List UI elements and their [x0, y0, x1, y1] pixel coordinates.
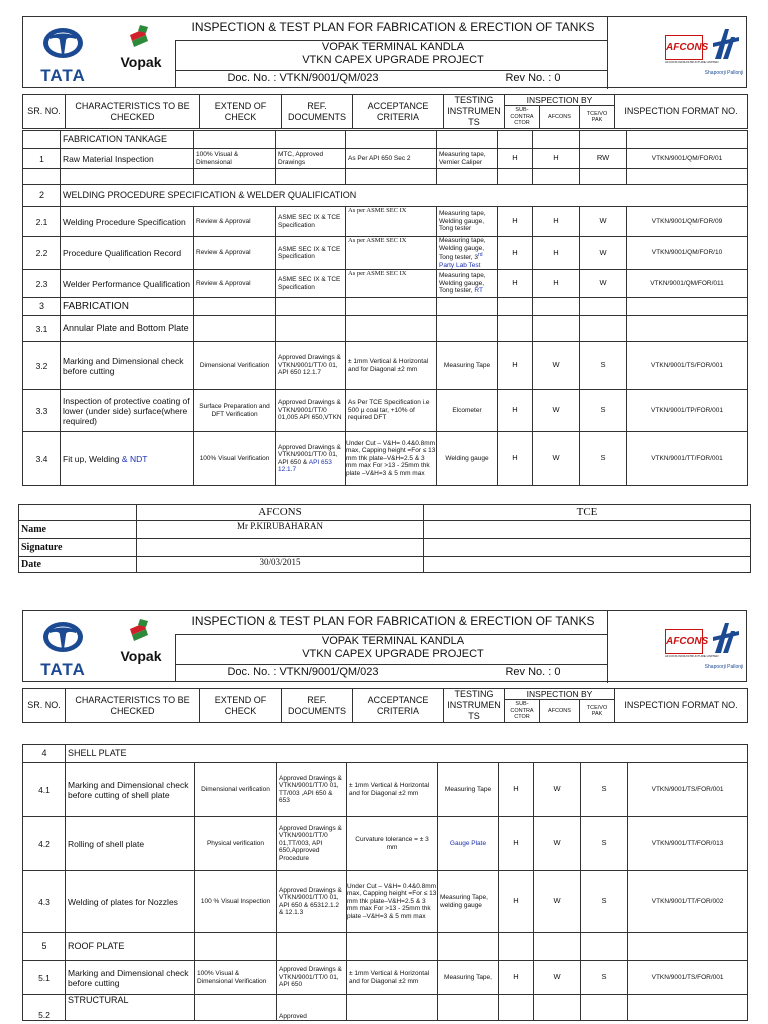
col-acceptance: ACCEPTANCE CRITERIA — [353, 689, 444, 723]
header-project: VTKN CAPEX UPGRADE PROJECT — [302, 54, 484, 66]
table-row: 5.1 Marking and Dimensional check before cutting 100% Visual & Dimensional Verification Approved Drawings & VTKN/9001/TT/0 01, API 650 ± 1mm Vertical & Horizontal and for Diagonal ±2 mm Measuring Tape, H W S VTKN/9001/TS/FOR/001 — [23, 961, 748, 995]
header-box — [22, 16, 747, 88]
vopak-wordmark: Vopak — [120, 54, 162, 70]
column-header-table — [22, 688, 748, 723]
table-row: 3.3 Inspection of protective coating of lower (under side) surface(where required) Surface Preparation and DFT Verification Approved Drawings & VTKN/9001/TT/0 01,005 API 650,VTKN As Per TCE Specification i.e 500 µ coal tar, +10% of required DFT Elcometer H W S VTKN/9001/TP/FOR/001 — [23, 390, 748, 432]
tce-date-field[interactable] — [424, 557, 751, 573]
vopak-logo — [111, 619, 171, 677]
col-testing: TESTING INSTRUMEN TS — [444, 689, 505, 723]
header-title: INSPECTION & TEST PLAN FOR FABRICATION & ERECTION OF TANKS — [191, 614, 595, 628]
section-row: 2 WELDING PROCEDURE SPECIFICATION & WELDER QUALIFICATION — [23, 185, 748, 207]
table-row: 2.2 Procedure Qualification Record Review & Approval ASME SEC IX & TCE Specification As per ASME SEC IX Measuring tape, Welding gauge, Tong tester, 3rd Party Lab Test H H W VTKN/9001/QM/FOR/10 — [23, 237, 748, 270]
afcons-subtext: AFCONS INFRASTRUCTURE LIMITED — [665, 654, 719, 658]
itp-table-page-1 — [22, 130, 748, 486]
section-title: FABRICATION TANKAGE — [61, 131, 194, 149]
col-format: INSPECTION FORMAT NO. — [615, 95, 748, 129]
table-row: 4.1 Marking and Dimensional check before cutting of shell plate Dimensional verification Approved Drawings & VTKN/9001/TT/0 01, TT/003 ,API 650 & 653 ± 1mm Vertical & Horizontal and for Diagonal ±2 mm Measuring Tape H W S VTKN/9001/TS/FOR/001 — [23, 763, 748, 817]
tata-logo — [33, 617, 93, 677]
header-box — [22, 610, 747, 682]
vopak-mark-icon — [126, 25, 156, 53]
header-project: VTKN CAPEX UPGRADE PROJECT — [302, 648, 484, 660]
table-row: 2.1 Welding Procedure Specification Review & Approval ASME SEC IX & TCE Specification As per ASME SEC IX Measuring tape, Welding gauge, Tong tester H H W VTKN/9001/QM/FOR/09 — [23, 207, 748, 237]
shapoorji-wordmark: Shapoorji Pallonji — [704, 664, 744, 670]
col-ref: REF. DOCUMENTS — [282, 95, 353, 129]
shapoorji-wordmark: Shapoorji Pallonji — [704, 70, 744, 76]
afcons-signature-field[interactable] — [137, 539, 424, 557]
table-row: 1 Raw Material Inspection 100% Visual & Dimensional MTC, Approved Drawings As Per API 650 Sec 2 Measuring tape, Vernier Caliper H H RW VTKN/9001/QM/FOR/01 — [23, 149, 748, 169]
col-ref: REF. DOCUMENTS — [282, 689, 353, 723]
table-row: 2.3 Welder Performance Qualification Review & Approval ASME SEC IX & TCE Specification As per ASME SEC IX Measuring tape, Welding gauge, Tong tester, RT H H W VTKN/9001/QM/FOR/011 — [23, 270, 748, 298]
section-title: FABRICATION — [61, 298, 194, 316]
signoff-tce: TCE — [424, 505, 751, 521]
signoff-afcons: AFCONS — [137, 505, 424, 521]
shapoorji-emblem-icon — [711, 621, 741, 659]
tata-emblem-icon — [33, 617, 93, 657]
tata-wordmark: TATA — [40, 66, 86, 85]
col-characteristics: CHARACTERISTICS TO BE CHECKED — [66, 689, 200, 723]
afcons-logo — [665, 629, 719, 669]
col-sr-no: SR. NO. — [23, 689, 66, 723]
col-sub: SUB-CONTRA CTOR — [505, 700, 540, 723]
col-extend: EXTEND OF CHECK — [200, 689, 282, 723]
afcons-wordmark: AFCONS — [665, 35, 703, 60]
header-terminal: VOPAK TERMINAL KANDLA — [321, 41, 465, 53]
afcons-wordmark: AFCONS — [665, 629, 703, 654]
table-row: 4.2 Rolling of shell plate Physical verification Approved Drawings & VTKN/9001/TT/0 01,TT/003, API 650,Approved Procedure Curvature tolerance = ± 3 mm Gauge Plate H W S VTKN/9001/TT/FOR/013 — [23, 817, 748, 871]
tata-logo — [33, 23, 93, 83]
doc-number: Doc. No. : VTKN/9001/QM/023 — [227, 666, 379, 678]
afcons-logo — [665, 35, 719, 75]
col-inspection-by: INSPECTION BY — [505, 689, 615, 700]
tce-signature-field[interactable] — [424, 539, 751, 557]
rev-number: Rev No. : 0 — [505, 72, 561, 84]
section-row: 5 ROOF PLATE — [23, 933, 748, 961]
table-row: 5.2 STRUCTURAL Approved — [23, 995, 748, 1021]
shapoorji-emblem-icon — [711, 27, 741, 65]
col-format: INSPECTION FORMAT NO. — [615, 689, 748, 723]
doc-number: Doc. No. : VTKN/9001/QM/023 — [227, 72, 379, 84]
itp-table-page-2 — [22, 744, 748, 1021]
col-extend: EXTEND OF CHECK — [200, 95, 282, 129]
shapoorji-logo — [704, 27, 745, 83]
table-row: 3.1 Annular Plate and Bottom Plate — [23, 316, 748, 342]
col-testing: TESTING INSTRUMEN TS — [444, 95, 505, 129]
col-characteristics: CHARACTERISTICS TO BE CHECKED — [66, 95, 200, 129]
header-title: INSPECTION & TEST PLAN FOR FABRICATION & ERECTION OF TANKS — [191, 20, 595, 34]
section-row: 4 SHELL PLATE — [23, 745, 748, 763]
column-header-table — [22, 94, 748, 129]
date-label: Date — [19, 557, 137, 573]
section-row: 3 FABRICATION — [23, 298, 748, 316]
col-tce: TCE/VO PAK — [580, 700, 615, 723]
col-sr-no: SR. NO. — [23, 95, 66, 129]
afcons-subtext: AFCONS INFRASTRUCTURE LIMITED — [665, 60, 719, 64]
shapoorji-logo — [704, 621, 745, 677]
tata-wordmark: TATA — [40, 660, 86, 679]
section-title: WELDING PROCEDURE SPECIFICATION & WELDER QUALIFICATION — [61, 185, 748, 207]
vopak-wordmark: Vopak — [120, 648, 162, 664]
col-sub: SUB-CONTRA CTOR — [505, 106, 540, 129]
table-row: 3.2 Marking and Dimensional check before cutting Dimensional Verification Approved Drawings & VTKN/9001/TT/0 01, API 650 12.1.7 ± 1mm Vertical & Horizontal and for Diagonal ±2 mm Measuring Tape H W S VTKN/9001/TS/FOR/001 — [23, 342, 748, 390]
table-row: 4.3 Welding of plates for Nozzles 100 % Visual Inspection Approved Drawings & VTKN/9001/TT/0 01, API 650 & 65312.1.2 & 12.1.3 Under Cut – V&H= 0.4&0.8mm max, Capping height =For ≤ 13 mm thk plate–V&H=2.5 & 3 mm max For >13 - 25mm thk plate –V&H=3 & 5 mm max Measuring Tape, welding gauge H W S VTKN/9001/TT/FOR/002 — [23, 871, 748, 933]
table-row: 3.4 Fit up, Welding & NDT 100% Visual Verification Approved Drawings & VTKN/9001/TT/0 01, API 650 & API 653 12.1.7 Under Cut – V&H= 0.4&0.8mm max, Capping height =For ≤ 13 mm thk plate–V&H=2.5 & 3 mm max For >13 - 25mm thk plate –V&H=3 & 5 mm max Welding gauge H W S VTKN/9001/TT/FOR/001 — [23, 432, 748, 486]
col-acceptance: ACCEPTANCE CRITERIA — [353, 95, 444, 129]
col-inspection-by: INSPECTION BY — [505, 95, 615, 106]
vopak-mark-icon — [126, 619, 156, 647]
col-tce: TCE/VO PAK — [580, 106, 615, 129]
section-row — [23, 131, 748, 149]
rev-number: Rev No. : 0 — [505, 666, 561, 678]
vopak-logo — [111, 25, 171, 83]
section-title: ROOF PLATE — [66, 933, 195, 961]
name-label: Name — [19, 521, 137, 539]
signature-label: Signature — [19, 539, 137, 557]
col-afcons: AFCONS — [540, 700, 580, 723]
header-terminal: VOPAK TERMINAL KANDLA — [321, 635, 465, 647]
date-value: 30/03/2015 — [137, 557, 424, 573]
name-value: Mr P.KIRUBAHARAN — [137, 521, 424, 539]
col-afcons: AFCONS — [540, 106, 580, 129]
tata-emblem-icon — [33, 23, 93, 63]
signoff-table — [18, 504, 751, 573]
tce-name-field[interactable] — [424, 521, 751, 539]
section-title: SHELL PLATE — [66, 745, 748, 763]
